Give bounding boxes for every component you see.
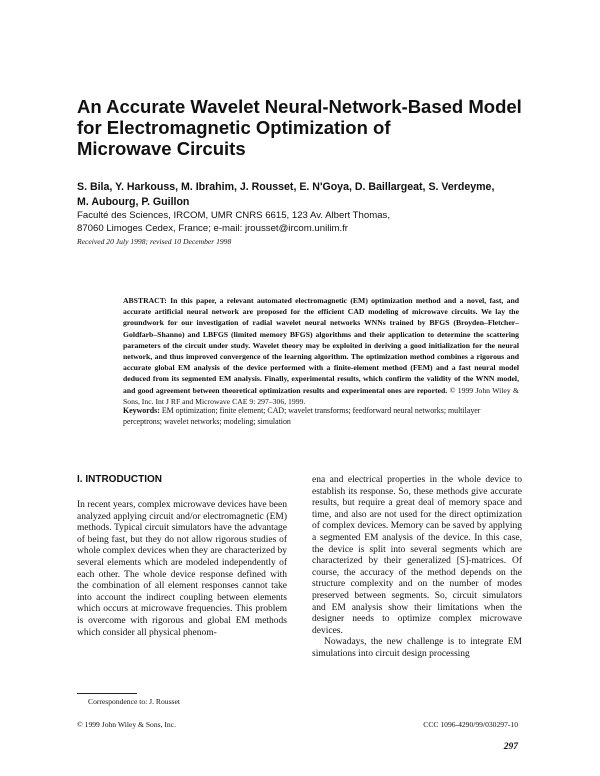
title-line: An Accurate Wavelet Neural-Network-Based Model <box>77 96 522 117</box>
section-heading: I. INTRODUCTION <box>77 474 162 485</box>
keywords-text: EM optimization; finite element; CAD; wavelet transforms; feedforward neural networks; multilayer perceptrons; wavelet networks; modeling; simulation <box>123 406 481 427</box>
paragraph: Nowadays, the new challenge is to integrate EM simulations into circuit design processing <box>312 637 522 659</box>
author-line: M. Aubourg, P. Guillon <box>77 196 190 208</box>
abstract-body: In this paper, a relevant automated electromagnetic (EM) optimization method and a novel, fast, and accurate artificial neural network are proposed for the efficient CAD modeling of microwave circuits. We lay the groundwork for our investigation of radial wavelet neural networks WNNs trained by BFGS (Broyden–Fletcher–Goldfarb–Shanno) and LBFGS (limited memory BFGS) algorithms and their application to determine the scattering parameters of the circuit under study. Wavelet theory may be exploited in deriving a good initialization for the neural network, and thus improved convergence of the learning algorithm. The optimization method combines a rigorous and accurate global EM analysis of the device performed with a finite-element method (FEM) and a fast neural model deduced from its segmented EM analysis. Finally, experimental results, which confirm the validity of the WNN model, and good agreement between theoretical optimization results and experimental ones are reported. <box>123 296 520 395</box>
paragraph: ena and electrical properties in the whole device to establish its response. So, these methods give accurate results, but require a great deal of memory space and time, and also are not used for the direct optimization of complex devices. Memory can be saved by applying a segmented EM analysis of the device. In this case, the device is split into several segments which are characterized by their generalized [S]-matrices. Of course, the accuracy of the method depends on the structure complexity and on the number of modes preserved between segments. So, circuit simulators and EM analysis show their limitations when the designer needs to optimize complex microwave devices. <box>312 475 522 636</box>
body-column-right <box>312 475 522 661</box>
footnote-rule <box>77 693 137 694</box>
title-line: for Electromagnetic Optimization of <box>77 117 391 138</box>
affiliation <box>77 209 497 235</box>
author-line: S. Bila, Y. Harkouss, M. Ibrahim, J. Rousset, E. N'Goya, D. Baillargeat, S. Verdeyme, <box>77 181 495 193</box>
author-list <box>77 180 537 210</box>
keywords-label: Keywords: <box>123 406 160 415</box>
page-number: 297 <box>503 742 518 752</box>
affiliation-line: 87060 Limoges Cedex, France; e-mail: jrousset@ircom.unilim.fr <box>77 223 349 234</box>
abstract-label: ABSTRACT: <box>123 296 167 305</box>
body-column-left: In recent years, complex microwave devices have been analyzed applying circuit and/or electromagnetic (EM) methods. Typical circuit simulators have the advantage of being fast, but they do not allow rigorous studies of whole complex devices when they are characterized by several elements which are modeled independently of each other. The whole device response defined with the combination of all element responses cannot take into account the indirect coupling between elements which occurs at microwave frequencies. This problem is overcome with rigorous and global EM methods which consider all physical phenom- <box>77 500 287 638</box>
copyright-notice: © 1999 John Wiley & Sons, Inc. <box>77 720 176 729</box>
affiliation-line: Faculté des Sciences, IRCOM, UMR CNRS 6615, 123 Av. Albert Thomas, <box>77 210 390 221</box>
abstract <box>123 295 519 407</box>
article-title <box>77 96 522 159</box>
keywords <box>123 405 519 427</box>
title-line: Microwave Circuits <box>77 138 246 159</box>
correspondence-note: Correspondence to: J. Rousset <box>88 697 180 706</box>
ccc-code: CCC 1096-4290/99/030297-10 <box>423 720 518 729</box>
received-dates: Received 20 July 1998; revised 10 December 1998 <box>77 237 232 246</box>
abstract-citation: © 1999 John Wiley & Sons, Inc. Int J RF and Microwave CAE 9: 297–306, 1999. <box>123 385 520 406</box>
